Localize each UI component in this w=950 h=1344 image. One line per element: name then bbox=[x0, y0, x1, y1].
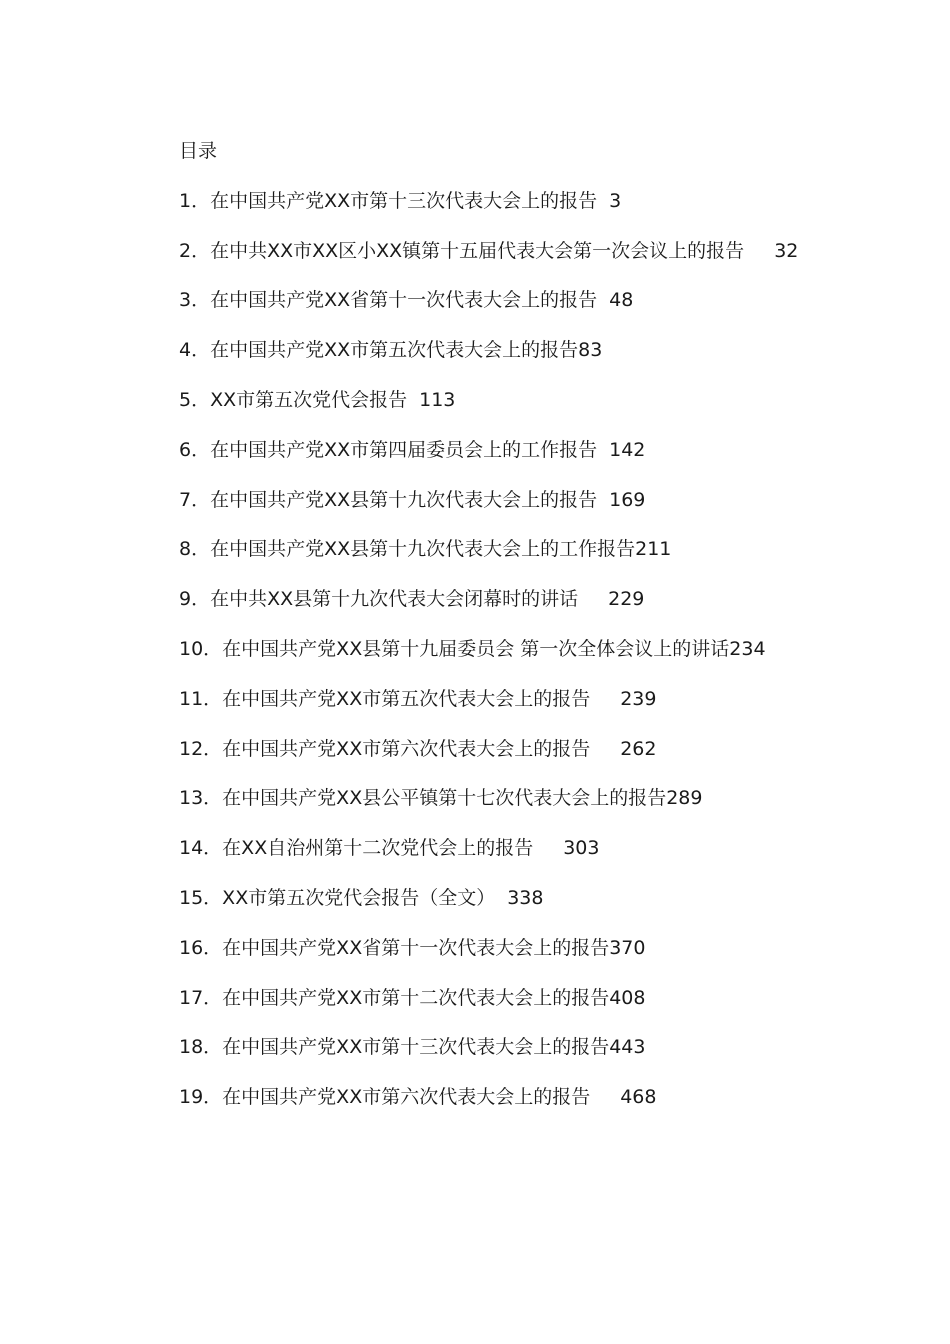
toc-entry-page: 338 bbox=[507, 886, 544, 909]
toc-entry[interactable] bbox=[145, 1073, 815, 1123]
toc-entry-title: 14．在XX自治州第十二次党代会上的报告 bbox=[179, 837, 534, 860]
toc-entry-title: 6．在中国共产党XX市第四届委员会上的工作报告 bbox=[179, 438, 598, 461]
toc-entry-page: 48 bbox=[609, 289, 634, 312]
toc-entry[interactable] bbox=[145, 326, 815, 376]
toc-entry-page: 211 bbox=[635, 538, 672, 561]
toc-entry-title: 5．XX市第五次党代会报告 bbox=[179, 388, 408, 411]
toc-entry-title: 18．在中国共产党XX市第十三次代表大会上的报告 bbox=[179, 1036, 610, 1059]
toc-entry-title: 1．在中国共产党XX市第十三次代表大会上的报告 bbox=[179, 189, 598, 212]
toc-entry-page: 468 bbox=[620, 1086, 657, 1109]
toc-entry-title: 2．在中共XX市XX区小XX镇第十五届代表大会第一次会议上的报告 bbox=[179, 239, 745, 262]
toc-entry-title: 3．在中国共产党XX省第十一次代表大会上的报告 bbox=[179, 289, 598, 312]
toc-entry[interactable] bbox=[145, 227, 815, 277]
toc-entry-title: 4．在中国共产党XX市第五次代表大会上的报告 bbox=[179, 339, 579, 362]
toc-entry-title: 17．在中国共产党XX市第十二次代表大会上的报告 bbox=[179, 986, 610, 1009]
toc-entry-title: 13．在中国共产党XX县公平镇第十七次代表大会上的报告 bbox=[179, 787, 667, 810]
toc-entry-title: 8．在中国共产党XX县第十九次代表大会上的工作报告 bbox=[179, 538, 636, 561]
toc-entry[interactable] bbox=[145, 675, 815, 725]
toc-entry-title: 7．在中国共产党XX县第十九次代表大会上的报告 bbox=[179, 488, 598, 511]
toc-entry[interactable] bbox=[145, 874, 815, 924]
toc-entry-page: 229 bbox=[608, 588, 645, 611]
toc-entry-title: 12．在中国共产党XX市第六次代表大会上的报告 bbox=[179, 737, 591, 760]
toc-entry-page: 370 bbox=[609, 936, 646, 959]
table-of-contents bbox=[145, 127, 815, 1123]
toc-title: 目录 bbox=[179, 140, 218, 162]
toc-entry[interactable] bbox=[145, 426, 815, 476]
toc-entry-page: 234 bbox=[729, 637, 766, 660]
toc-entry-title: 19．在中国共产党XX市第六次代表大会上的报告 bbox=[179, 1086, 591, 1109]
toc-entry[interactable] bbox=[145, 525, 815, 575]
toc-entry-page: 113 bbox=[419, 388, 456, 411]
toc-entry[interactable] bbox=[145, 924, 815, 974]
toc-entry-page: 408 bbox=[609, 986, 646, 1009]
toc-entry-page: 83 bbox=[578, 339, 603, 362]
toc-entry-title: 15．XX市第五次党代会报告（全文） bbox=[179, 886, 496, 909]
toc-entry[interactable] bbox=[145, 476, 815, 526]
toc-entry[interactable] bbox=[145, 376, 815, 426]
toc-entry-page: 142 bbox=[609, 438, 646, 461]
toc-entry-page: 169 bbox=[609, 488, 646, 511]
toc-entry[interactable] bbox=[145, 625, 815, 675]
toc-entry[interactable] bbox=[145, 276, 815, 326]
toc-entry-page: 239 bbox=[620, 687, 657, 710]
toc-entry[interactable] bbox=[145, 824, 815, 874]
toc-entry-page: 443 bbox=[609, 1036, 646, 1059]
toc-entry[interactable] bbox=[145, 1023, 815, 1073]
toc-entry[interactable] bbox=[145, 974, 815, 1024]
toc-entry-title: 10．在中国共产党XX县第十九届委员会 第一次全体会议上的讲话 bbox=[179, 637, 730, 660]
toc-entry-title: 16．在中国共产党XX省第十一次代表大会上的报告 bbox=[179, 936, 610, 959]
toc-entry-page: 303 bbox=[563, 837, 600, 860]
toc-entry[interactable] bbox=[145, 177, 815, 227]
toc-entry-page: 289 bbox=[666, 787, 703, 810]
toc-entry-page: 3 bbox=[609, 189, 622, 212]
toc-entry-page: 262 bbox=[620, 737, 657, 760]
toc-entry[interactable] bbox=[145, 774, 815, 824]
toc-entry-title: 9．在中共XX县第十九次代表大会闭幕时的讲话 bbox=[179, 588, 579, 611]
toc-entry[interactable] bbox=[145, 725, 815, 775]
toc-entry-title: 11．在中国共产党XX市第五次代表大会上的报告 bbox=[179, 687, 591, 710]
toc-entry[interactable] bbox=[145, 575, 815, 625]
toc-entry-page: 32 bbox=[774, 239, 799, 262]
